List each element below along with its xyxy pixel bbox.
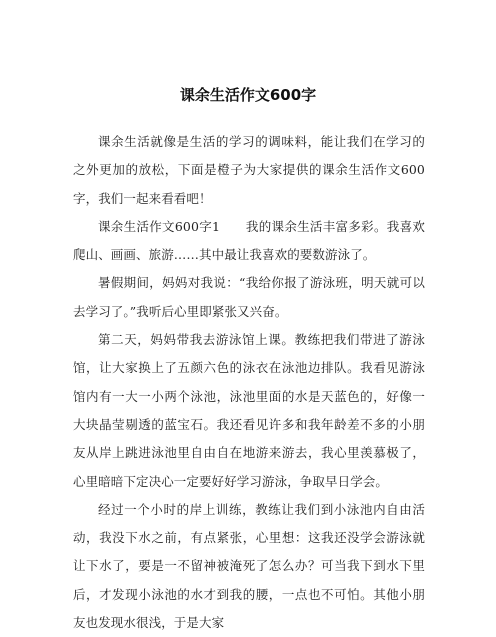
paragraph-training: 经过一个小时的岸上训练，教练让我们到小泳池内自由活动，我没下水之前，有点紧张，心里想：这我还没学会游泳就让下水了，要是一不留神被淹死了怎么办？可当我下到水下里后，才发现小泳池的水才到我的腰，一点也不可怕。其他小朋友也发现水很浅，于是大家 [73,501,425,631]
paragraph-intro: 课余生活就像是生活的学习的调味料，能让我们在学习的之外更加的放松，下面是橙子为大家提供的课余生活作文600字，我们一起来看看吧！ [73,134,425,206]
paragraph-summer: 暑假期间，妈妈对我说：“我给你报了游泳班，明天就可以去学习了。”我听后心里即紧张又兴奋。 [73,275,425,319]
document-body [73,128,425,637]
document-title: 课余生活作文600字 [179,86,317,104]
paragraph-second-day: 第二天，妈妈带我去游泳馆上课。教练把我们带进了游泳馆，让大家换上了五颜六色的泳衣在泳池边排队。我看见游泳馆内有一大一小两个泳池，泳池里面的水是天蓝色的，好像一大块晶莹剔透的蓝宝石。我还看见许多和我年龄差不多的小朋友从岸上跳进泳池里自由自在地游来游去，我心里羡慕极了，心里暗暗下定决心一定要好好学习游泳，争取早日学会。 [73,332,425,489]
paragraph-essay-1-opening: 课余生活作文600字1 我的课余生活丰富多彩。我喜欢爬山、画画、旅游……其中最让我喜欢的要数游泳了。 [73,218,425,263]
